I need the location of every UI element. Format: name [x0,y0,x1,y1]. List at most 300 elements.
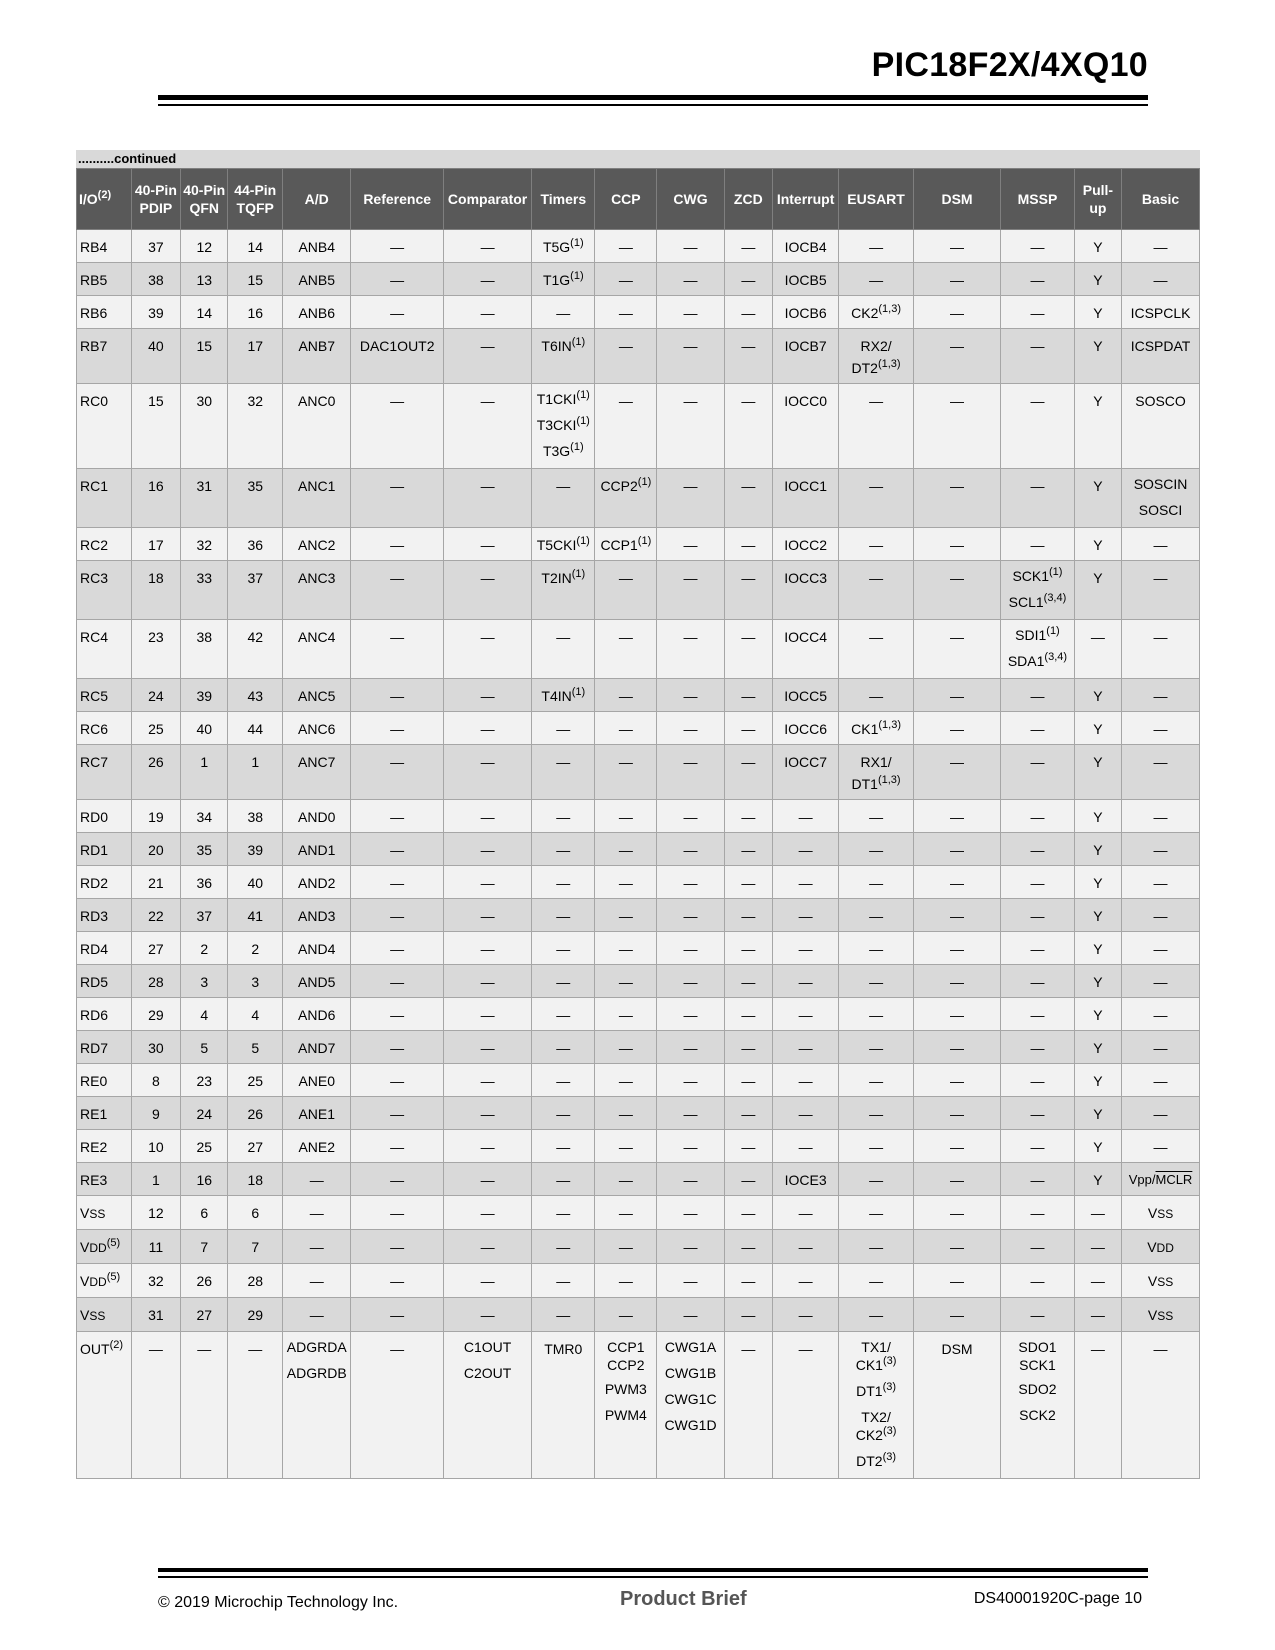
footnote-ref: (1) [576,389,590,401]
table-cell: — [595,1097,657,1130]
table-cell: RD1 [77,833,132,866]
table-cell: Y [1074,1130,1121,1163]
table-cell: — [657,1264,724,1298]
table-cell: — [351,899,444,932]
table-cell: 31 [181,469,228,528]
table-cell: DSM [913,1332,1000,1479]
table-cell: ANE1 [283,1097,351,1130]
table-cell: — [913,1298,1000,1332]
table-cell: — [283,1298,351,1332]
table-cell: — [351,230,444,263]
table-cell: — [351,1064,444,1097]
table-cell: Y [1074,469,1121,528]
table-cell: — [532,1097,595,1130]
table-cell: — [913,1031,1000,1064]
table-cell: — [351,866,444,899]
table-cell: 25 [131,712,180,745]
footnote-ref: (3,4) [1044,651,1068,663]
table-cell: — [1001,329,1075,384]
table-cell: — [913,998,1000,1031]
cell-text: CCP1 [600,537,638,553]
table-cell: Y [1074,899,1121,932]
table-cell: 25 [228,1064,283,1097]
header-text: I/O [79,191,98,207]
table-cell: 42 [228,620,283,679]
cell-text: T3CKI [536,417,577,433]
table-cell: AND6 [283,998,351,1031]
table-cell: — [595,1264,657,1298]
footnote-ref: (1) [637,535,652,547]
cell-text: PWM3 [604,1381,647,1397]
table-row [77,528,1200,561]
cell-text: SS [1157,1309,1174,1323]
table-cell: — [443,1264,531,1298]
col-pullup: Pull-up [1074,169,1121,230]
continued-bar [76,150,1200,168]
table-cell [839,329,914,384]
table-cell: RD5 [77,965,132,998]
table-cell: — [657,1196,724,1230]
table-cell: — [913,679,1000,712]
table-cell [1122,1230,1200,1264]
col-io [77,169,132,230]
table-cell: — [1001,296,1075,329]
table-cell: 44 [228,712,283,745]
table-cell: — [913,833,1000,866]
table-cell: — [1001,800,1075,833]
table-cell [595,1332,657,1479]
table-cell [839,712,914,745]
table-cell: — [443,1298,531,1332]
footnote-ref: (3) [882,1451,897,1463]
table-cell: ANC2 [283,528,351,561]
table-cell: — [839,1130,914,1163]
cell-text: CWG1C [664,1391,717,1407]
table-cell: — [443,712,531,745]
footnote-ref: (1) [571,568,586,580]
table-cell: RC3 [77,561,132,620]
footnote-ref: (1) [576,535,590,547]
table-cell: ANC4 [283,620,351,679]
table-cell: — [657,384,724,469]
table-cell: 39 [131,296,180,329]
footnote-ref: (1) [570,237,584,249]
table-cell: — [657,263,724,296]
footnote-ref: (1) [570,441,584,453]
footnote-ref: (1,3) [877,774,901,786]
table-cell: RE1 [77,1097,132,1130]
col-ad: A/D [283,169,351,230]
cell-text: SOSCIN [1133,476,1188,492]
table-cell: Y [1074,712,1121,745]
cell-text: SCL1 [1008,594,1044,610]
footnote-ref: (2) [97,189,112,201]
table-cell: — [657,1064,724,1097]
table-cell: — [1122,679,1200,712]
table-row [77,800,1200,833]
table-cell: RB7 [77,329,132,384]
table-cell: — [443,932,531,965]
cell-text: DT2 [851,360,878,376]
cell-text: DD [89,1241,107,1255]
table-cell: Y [1074,998,1121,1031]
table-cell: — [1122,1031,1200,1064]
table-cell: ANC0 [283,384,351,469]
table-cell: ICSPDAT [1122,329,1200,384]
table-cell: — [913,745,1000,800]
table-cell: — [913,866,1000,899]
table-row [77,745,1200,800]
footer-rule-thick [158,1568,1148,1572]
table-cell: — [1001,263,1075,296]
table-cell: — [913,1130,1000,1163]
footnote-ref: (1,3) [878,303,901,315]
table-cell: — [595,620,657,679]
table-cell: — [1001,1298,1075,1332]
table-cell: — [443,965,531,998]
table-cell: — [532,712,595,745]
table-cell: 38 [228,800,283,833]
table-cell: — [532,800,595,833]
col-pdip: 40-Pin PDIP [131,169,180,230]
table-cell: — [351,384,444,469]
table-cell: 37 [228,561,283,620]
table-cell: IOCB6 [773,296,839,329]
cell-text [1002,1376,1073,1428]
table-cell: — [773,998,839,1031]
table-cell: — [532,833,595,866]
table-row [77,965,1200,998]
table-cell: 23 [131,620,180,679]
table-cell: — [595,866,657,899]
table-cell: — [657,833,724,866]
table-cell [532,329,595,384]
table-cell: RE0 [77,1064,132,1097]
table-cell: — [443,230,531,263]
table-cell: — [595,833,657,866]
cell-text: T1G [542,272,571,288]
table-cell: — [532,866,595,899]
table-cell: RD6 [77,998,132,1031]
table-cell: — [1122,866,1200,899]
cell-text: CK2 [851,305,879,321]
table-cell: RD7 [77,1031,132,1064]
table-cell: — [1122,620,1200,679]
table-cell: 35 [181,833,228,866]
cell-text: T5G [542,239,571,255]
table-row [77,620,1200,679]
table-cell: — [773,932,839,965]
table-cell: — [1122,800,1200,833]
col-qfn: 40-Pin QFN [181,169,228,230]
table-cell: — [1074,1332,1121,1479]
table-cell: RD4 [77,932,132,965]
table-cell: 24 [181,1097,228,1130]
table-row [77,998,1200,1031]
table-cell: — [443,620,531,679]
table-cell [77,1196,132,1230]
table-cell: — [443,263,531,296]
cell-text: V [1147,1205,1158,1221]
table-cell: — [1001,1230,1075,1264]
cell-text: SDI1 [1015,627,1047,643]
table-cell: SOSCO [1122,384,1200,469]
col-eusart: EUSART [839,169,914,230]
table-cell: — [351,1196,444,1230]
table-cell: — [913,1230,1000,1264]
table-cell: IOCB7 [773,329,839,384]
table-cell: Y [1074,1064,1121,1097]
cell-text: V [1147,1307,1158,1323]
table-cell: 28 [131,965,180,998]
table-cell: 39 [181,679,228,712]
table-cell: — [724,1298,772,1332]
table-cell: — [1001,1196,1075,1230]
table-cell: — [724,230,772,263]
table-cell: — [443,833,531,866]
table-cell: — [443,561,531,620]
table-cell: RD3 [77,899,132,932]
table-cell: — [1001,230,1075,263]
cell-text: T2IN [541,570,572,586]
table-cell: — [773,1298,839,1332]
table-cell: IOCC3 [773,561,839,620]
table-cell: — [657,1163,724,1196]
table-cell: 11 [131,1230,180,1264]
table-cell: — [532,469,595,528]
table-cell: 17 [131,528,180,561]
table-cell: — [724,965,772,998]
table-cell: RE2 [77,1130,132,1163]
table-cell: — [724,833,772,866]
table-cell: — [913,1264,1000,1298]
cell-text: DD [89,1275,107,1289]
table-cell: — [351,620,444,679]
table-cell: 29 [228,1298,283,1332]
table-cell: — [1122,1332,1200,1479]
table-cell: — [595,329,657,384]
table-cell: DAC1OUT2 [351,329,444,384]
table-cell [443,1332,531,1479]
footnote-ref: (1) [571,336,586,348]
table-cell: — [351,1230,444,1264]
table-cell: — [724,998,772,1031]
table-cell: IOCB4 [773,230,839,263]
table-cell [77,1230,132,1264]
cell-text: T1CKI [536,391,577,407]
table-cell: — [595,263,657,296]
table-cell: — [913,1163,1000,1196]
table-cell: — [1122,833,1200,866]
table-cell: 35 [228,469,283,528]
table-cell: — [532,1196,595,1230]
table-row [77,866,1200,899]
cell-text: T6IN [541,338,572,354]
table-cell [839,745,914,800]
footnote-ref: (3) [882,1425,897,1437]
table-cell: — [724,1097,772,1130]
table-cell: Y [1074,296,1121,329]
table-cell: — [773,866,839,899]
table-cell: AND1 [283,833,351,866]
table-cell: Y [1074,230,1121,263]
document-title: PIC18F2X/4XQ10 [871,46,1148,84]
table-cell: — [181,1332,228,1479]
table-cell: — [913,800,1000,833]
table-cell: — [351,1332,444,1479]
table-cell: Y [1074,965,1121,998]
table-cell: Y [1074,866,1121,899]
table-cell: — [724,296,772,329]
table-row [77,899,1200,932]
table-row [77,230,1200,263]
table-cell: 30 [181,384,228,469]
table-cell: 27 [181,1298,228,1332]
table-cell: RC4 [77,620,132,679]
cell-text: V [80,1205,90,1221]
table-cell: — [1001,745,1075,800]
table-cell: ANC1 [283,469,351,528]
table-cell: 10 [131,1130,180,1163]
table-cell: ANC7 [283,745,351,800]
table-row [77,1130,1200,1163]
cell-text: RX2/ [860,338,892,354]
table-cell: — [351,833,444,866]
table-cell [1001,620,1075,679]
table-cell: RD2 [77,866,132,899]
table-cell: 26 [228,1097,283,1130]
table-row [77,296,1200,329]
table-cell: Y [1074,1163,1121,1196]
cell-text: CWG1D [664,1417,717,1433]
table-cell: 13 [181,263,228,296]
table-cell [532,384,595,469]
table-cell: — [595,1230,657,1264]
table-cell: — [913,329,1000,384]
table-row [77,1332,1200,1479]
table-cell: — [724,1031,772,1064]
table-cell [532,561,595,620]
table-cell: 5 [181,1031,228,1064]
table-cell: — [839,1230,914,1264]
table-cell: — [657,561,724,620]
table-cell: Y [1074,561,1121,620]
table-cell: — [532,965,595,998]
table-cell: — [773,1031,839,1064]
table-cell: RC7 [77,745,132,800]
table-cell: — [839,263,914,296]
footnote-ref: (1) [637,476,652,488]
footnote-ref: (3) [882,1381,897,1393]
cell-text: CK1 [855,1357,883,1373]
table-cell: — [773,1230,839,1264]
table-cell: — [913,1196,1000,1230]
table-cell: — [532,1264,595,1298]
table-cell: — [657,620,724,679]
table-cell: Y [1074,329,1121,384]
table-cell: ICSPCLK [1122,296,1200,329]
table-cell: — [657,899,724,932]
table-cell: 26 [131,745,180,800]
table-cell: — [1122,1130,1200,1163]
table-cell: — [1001,528,1075,561]
table-cell: IOCC1 [773,469,839,528]
table-cell: — [532,998,595,1031]
table-cell: 16 [181,1163,228,1196]
table-cell: — [913,384,1000,469]
table-cell: — [657,932,724,965]
table-cell: — [839,965,914,998]
table-cell [532,528,595,561]
table-cell: — [839,620,914,679]
pin-allocation-table [76,168,1200,1479]
footnote-ref: (1) [571,686,586,698]
table-cell: — [773,800,839,833]
table-cell [839,296,914,329]
table-cell [1122,469,1200,528]
table-cell: — [839,561,914,620]
table-cell: — [913,1097,1000,1130]
table-cell: — [351,965,444,998]
table-cell: — [839,679,914,712]
table-row [77,1097,1200,1130]
table-cell: — [839,1196,914,1230]
cell-text: T3G [542,443,571,459]
table-cell: — [1122,1064,1200,1097]
table-cell: — [913,1064,1000,1097]
table-cell: — [724,712,772,745]
table-cell: 8 [131,1064,180,1097]
table-cell: 1 [228,745,283,800]
table-cell: — [283,1196,351,1230]
table-cell: 2 [228,932,283,965]
table-cell: 6 [181,1196,228,1230]
table-cell: — [595,679,657,712]
table-cell: — [1001,469,1075,528]
table-cell: 20 [131,833,180,866]
cell-text: Vpp/ [1128,1172,1156,1187]
table-cell: — [595,1196,657,1230]
table-cell: — [724,679,772,712]
table-cell: — [351,561,444,620]
cell-text: OUT [80,1341,110,1357]
cell-text: V [1147,1273,1158,1289]
footer-copyright: © 2019 Microchip Technology Inc. [158,1594,399,1611]
table-cell: — [657,679,724,712]
table-cell: — [773,1097,839,1130]
table-cell: — [724,800,772,833]
table-cell: ANC5 [283,679,351,712]
footnote-ref: (1,3) [878,719,901,731]
table-cell: — [351,745,444,800]
cell-text: TX2/ [861,1409,891,1425]
table-cell: Y [1074,833,1121,866]
cell-text: SS [89,1309,106,1323]
table-row [77,1163,1200,1196]
table-cell: — [1074,1264,1121,1298]
table-cell: — [1122,263,1200,296]
table-cell: — [839,899,914,932]
table-cell: ANB7 [283,329,351,384]
table-cell: 24 [131,679,180,712]
table-cell: — [913,469,1000,528]
table-cell: — [1122,230,1200,263]
table-cell: — [595,712,657,745]
col-cwg: CWG [657,169,724,230]
table-cell: — [657,745,724,800]
table-cell: — [1001,679,1075,712]
table-cell: Y [1074,1031,1121,1064]
